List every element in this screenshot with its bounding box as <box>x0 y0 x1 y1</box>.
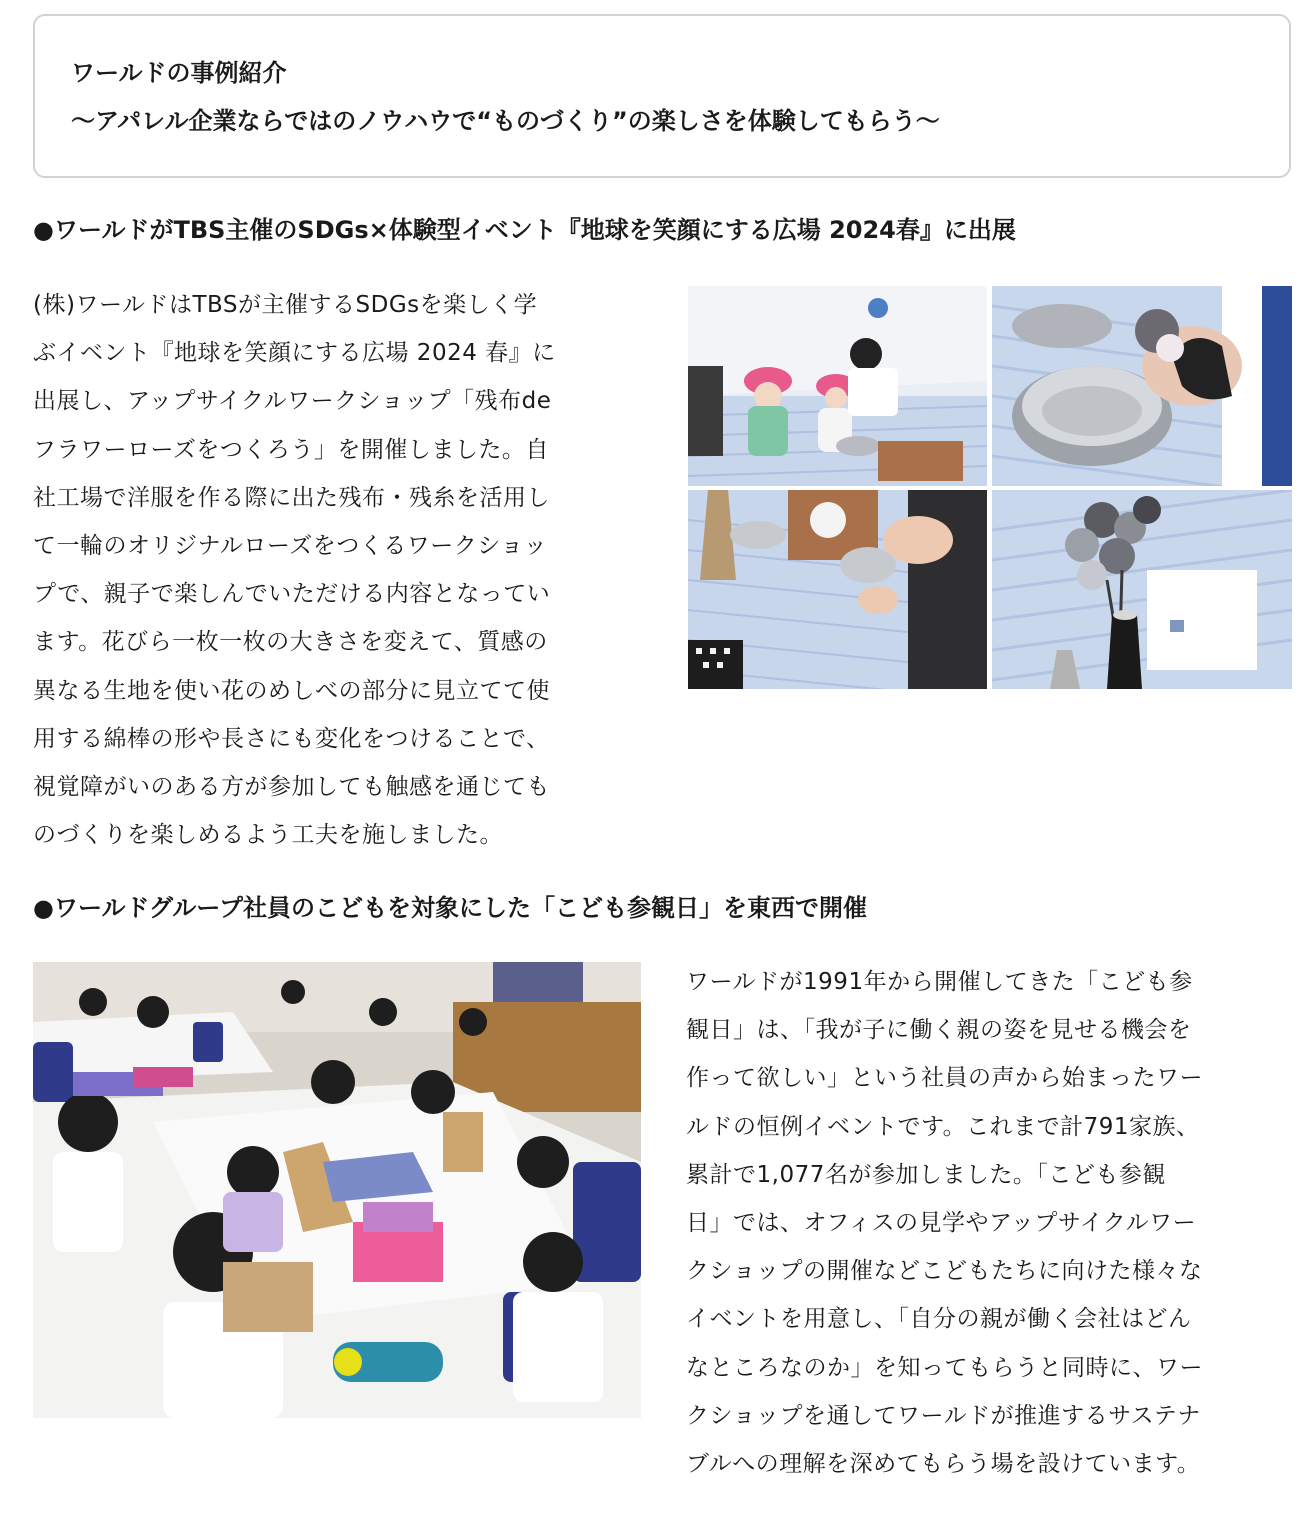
section1-body <box>33 281 653 859</box>
workshop-photo-children <box>688 286 987 486</box>
section1-line: (株)ワールドはTBSが主催するSDGsを楽しく学 <box>33 292 538 318</box>
section1-line: プで、親子で楽しんでいただける内容となってい <box>33 581 551 608</box>
section2-line: なところなのか」を知ってもらうと同時に、ワー <box>686 1354 1203 1381</box>
section2-line: 累計で1,077名が参加しました。「こども参観 <box>686 1161 1166 1188</box>
section1-line: ます。花びら一枚一枚の大きさを変えて、質感の <box>33 629 548 656</box>
section1-line: のづくりを楽しめるよう工夫を施しました。 <box>33 822 503 849</box>
workshop-photo-crafting <box>688 490 987 689</box>
workshop-photo-grid <box>688 286 1292 689</box>
workshop-photo-bowl <box>992 286 1292 486</box>
section1-line: ぶイベント『地球を笑顔にする広場 2024 春』に <box>33 340 556 367</box>
intro-box <box>33 14 1291 178</box>
section2-line: 観日」は、「我が子に働く親の姿を見せる機会を <box>686 1017 1192 1044</box>
section1-line: フラワーローズをつくろう」を開催しました。自 <box>33 436 549 463</box>
section2-line: クショップを通してワールドが推進するサステナ <box>686 1402 1201 1429</box>
section1-heading: ●ワールドがTBS主催のSDGs×体験型イベント『地球を笑顔にする広場 2024春』に出展 <box>33 216 1016 244</box>
section2-line: ワールドが1991年から開催してきた「こども参 <box>686 969 1193 995</box>
section2-body <box>686 958 1286 1488</box>
section1-line: 異なる生地を使い花のめしべの部分に見立てて使 <box>33 677 550 704</box>
intro-subtitle: 〜アパレル企業ならではのノウハウで“ものづくり”の楽しさを体験してもらう〜 <box>71 107 940 135</box>
section2-heading: ●ワールドグループ社員のこどもを対象にした「こども参観日」を東西で開催 <box>33 894 868 922</box>
section2-line: クショップの開催などこどもたちに向けた様々な <box>686 1258 1203 1285</box>
section2-line: イベントを用意し、「自分の親が働く会社はどん <box>686 1306 1192 1333</box>
kids-day-photo <box>33 962 641 1418</box>
section1-line: て一輪のオリジナルローズをつくるワークショッ <box>33 533 548 560</box>
intro-title: ワールドの事例紹介 <box>71 59 287 87</box>
section1-line: 視覚障がいのある方が参加しても触感を通じても <box>33 774 550 801</box>
section2-line: ブルへの理解を深めてもらう場を設けています。 <box>686 1451 1201 1478</box>
section2-line: 日」では、オフィスの見学やアップサイクルワー <box>686 1210 1197 1237</box>
section1-line: 出展し、アップサイクルワークショップ「残布de <box>33 388 552 415</box>
workshop-photo-bouquet <box>992 490 1292 689</box>
section2-line: ルドの恒例イベントです。これまで計791家族、 <box>686 1113 1200 1140</box>
section2-line: 作って欲しい」という社員の声から始まったワー <box>686 1065 1203 1092</box>
section1-line: 用する綿棒の形や長さにも変化をつけることで、 <box>33 725 550 752</box>
section1-line: 社工場で洋服を作る際に出た残布・残糸を活用し <box>33 484 550 511</box>
